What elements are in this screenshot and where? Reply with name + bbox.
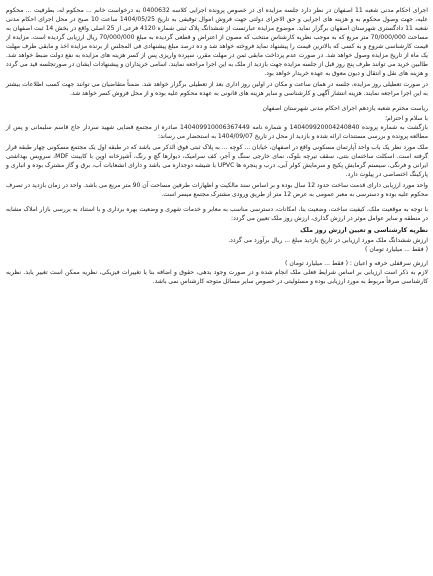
auction-notice-note: در صورت تعطیلی روز مزایده، جلسه در همان ساعت و مکان در اولین روز اداری بعد از تعطیلی برگزار خواهد شد. ضمناً متقاضیان می توانند جهت کسب اطلاعات بیشتر به این اجرا مراجعه نمایند. هزینه انتشار آگهی و کارشناسی و سایر هزینه های قانونی به عهده محکوم علیه بوده و از محل فروش کسر خواهد شد. [6, 81, 428, 98]
auction-notice-intro: اجرای احکام مدنی شعبه 11 اصفهان در نظر دارد جلسه مزایده ای در خصوص پرونده اجرایی کلاسه 0400632 به درخواست خانم ... محکوم له، بطرفیت ... محکوم علیه، جهت وصول محکوم به و هزینه های اجرایی و حق الاجرای دولتی جهت فروش اموال توقیفی به تاریخ 1404/05/25 ساعت 10 صبح در محل اجرای احکام مدنی شعبه 11 دادگستری شهرستان اصفهان برگزار نماید. موضوع مزایده عبارتست از ششدانگ پلاک ثبتی شماره 4120 فرعی از 25 اصلی واقع در بخش 14 ثبت اصفهان به مساحت 70/000/000 متر مربع که به موجب نظریه کارشناس منتخب که مصون از اعتراض و قطعی گردیده به مبلغ 70/000/000 ریال ارزیابی گردیده است. مزایده از قیمت کارشناسی شروع و به کسی که بالاترین قیمت را پیشنهاد نماید فروخته خواهد شد و ده درصد مبلغ پیشنهادی فی المجلس از برنده مزایده اخذ و مابقی ظرف مهلت یک ماه از تاریخ مزایده وصول خواهد شد. در صورت عدم پرداخت مابقی ثمن در مهلت مقرر، سپرده واریزی پس از کسر هزینه های مزایده به نفع دولت ضبط خواهد شد. طالبین خرید می توانند ظرف پنج روز قبل از جلسه مزایده جهت بازدید از ملک به این اجرا مراجعه نمایند. اسامی خریداران و پیشنهادات ایشان در صورتجلسه قید می گردد و هزینه های نقل و انتقال و دیون معوق به عهده خریدار خواهد بود. [6, 7, 429, 78]
property-description-2: واحد مورد ارزیابی دارای قدمت ساخت حدود 12 سال بوده و بر اساس سند مالکیت و اظهارات طرفین مساحت آن 90 متر مربع می باشد. واحد در زمان بازدید در تصرف محکوم علیه بوده و دسترسی به معبر عمومی به عرض 12 متر از طریق ورودی مشترک مجتمع میسر است. [6, 181, 428, 198]
report-reference: بازگشت به شماره پرونده 140409920004240840 و شماره نامه 140409910006367449 صادره از مجتمع قضایی شهید سردار حاج قاسم سلیمانی و پس از مطالعه پرونده و بررسی مستندات ارائه شده و بازدید از محل در تاریخ 1404/09/07 به استحضار می رساند: [6, 123, 428, 140]
opinion-amount: ( فقط ... میلیارد تومان ) [365, 246, 428, 254]
opinion-heading: نظریه کارشناسی و تعیین ارزش روز ملک [300, 227, 428, 235]
goodwill-amount: ارزش سرقفلی حرفه و اعیان : ( فقط ... میلیارد تومان ) [285, 259, 428, 267]
valuation-basis: با توجه به موقعیت ملک، کیفیت ساخت، وضعیت بنا، امکانات، دسترسی مناسب به معابر و خدمات شهری و وضعیت بهره برداری و با استناد به بررسی بازار املاک مشابه در منطقه و سایر عوامل موثر در ارزش گذاری، ارزش روز ملک تعیین می گردد: [6, 205, 428, 222]
closing-remark: لازم به ذکر است ارزیابی بر اساس شرایط فعلی ملک انجام شده و در صورت وجود بدهی، حقوق و اضافه بنا یا تغییرات فیزیکی، نظریه ممکن است تغییر یابد. نظریه کارشناسی صرفاً مربوط به مورد ارزیابی بوده و مسئولیتی در خصوص سایر مسائل متوجه کارشناس نمی باشد. [6, 268, 428, 285]
property-description-1: ملک مورد نظر یک باب واحد آپارتمان مسکونی واقع در اصفهان، خیابان ... کوچه ... به پلاک ثبتی فوق الذکر می باشد که در طبقه اول یک مجتمع مسکونی چهار طبقه قرار گرفته است. اسکلت ساختمان بتنی، سقف تیرچه بلوک، نمای خارجی سنگ و آجر، کف سرامیک، دیوارها گچ و رنگ، آشپزخانه اوپن با کابینت MDF، سرویس بهداشتی ایرانی و فرنگی، سیستم گرمایش پکیج و سرمایش کولر آبی، درب و پنجره ها UPVC با شیشه دوجداره می باشد و دارای انشعابات آب، برق و گاز مشترک بوده و انباری و پارکینگ اختصاصی در پیلوت دارد. [6, 143, 428, 178]
report-greeting: با سلام و احترام؛ [385, 114, 428, 122]
report-recipient: ریاست محترم شعبه یازدهم اجرای احکام مدنی شهرستان اصفهان [262, 105, 428, 113]
opinion-value: ارزش ششدانگ ملک مورد ارزیابی در تاریخ بازدید مبلغ ... ریال برآورد می گردد. [228, 237, 428, 245]
